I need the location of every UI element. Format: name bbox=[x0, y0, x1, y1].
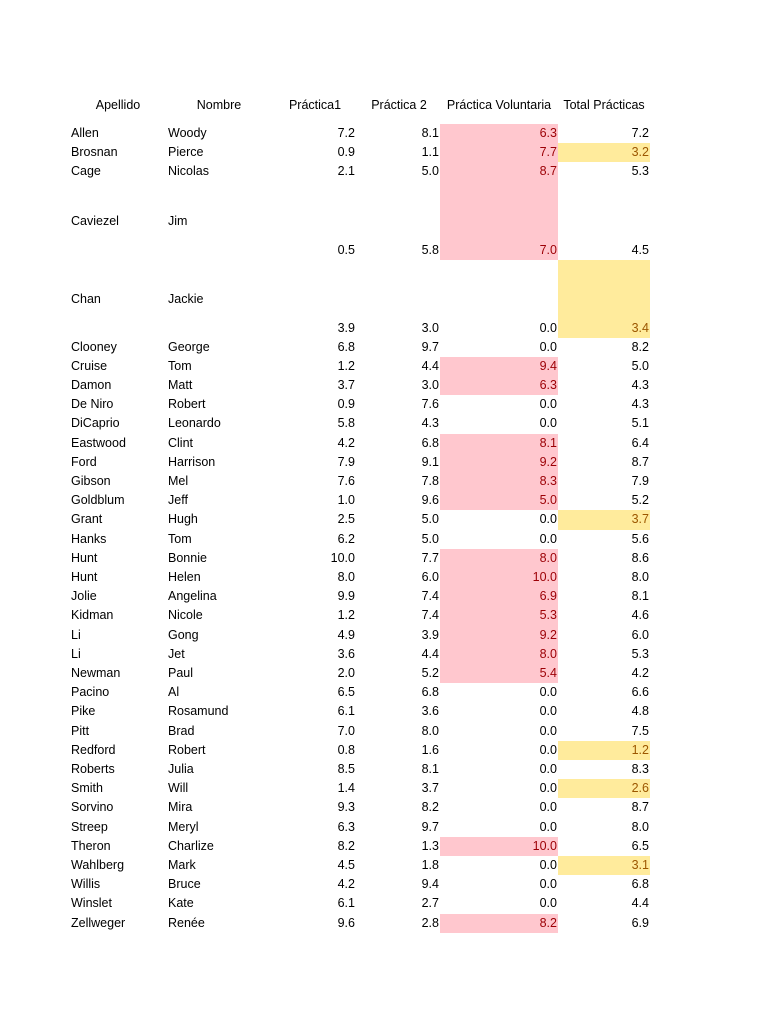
cell-total-practicas[interactable]: 3.2 bbox=[631, 145, 649, 160]
cell-total-practicas[interactable]: 1.2 bbox=[631, 742, 649, 757]
cell-nombre[interactable]: Bruce bbox=[168, 877, 201, 892]
cell-practica2[interactable]: 1.8 bbox=[421, 858, 439, 872]
cell-practica-voluntaria[interactable]: 5.0 bbox=[539, 493, 557, 508]
cell-practica-voluntaria[interactable]: 0.0 bbox=[539, 896, 557, 911]
cell-practica1[interactable]: 7.0 bbox=[337, 723, 355, 738]
cell-nombre[interactable]: Jim bbox=[168, 213, 188, 228]
cell-total-practicas[interactable]: 6.5 bbox=[631, 838, 649, 853]
cell-total-practicas[interactable]: 4.6 bbox=[631, 608, 649, 623]
cell-apellido[interactable]: Pacino bbox=[71, 685, 110, 700]
cell-total-practicas[interactable]: 8.7 bbox=[631, 800, 649, 815]
cell-practica2[interactable]: 9.6 bbox=[421, 493, 439, 508]
header-practica-voluntaria[interactable]: Práctica Voluntaria bbox=[446, 98, 552, 112]
cell-total-practicas[interactable]: 3.1 bbox=[631, 858, 649, 872]
cell-practica1[interactable]: 5.8 bbox=[337, 416, 355, 431]
cell-practica-voluntaria[interactable]: 0.0 bbox=[539, 320, 557, 335]
cell-practica2[interactable]: 5.0 bbox=[421, 164, 439, 179]
cell-nombre[interactable]: Robert bbox=[168, 742, 206, 757]
cell-practica1[interactable]: 9.9 bbox=[337, 589, 355, 604]
cell-nombre[interactable]: Helen bbox=[168, 570, 201, 584]
cell-nombre[interactable]: Charlize bbox=[168, 838, 214, 853]
cell-practica1[interactable]: 7.2 bbox=[337, 126, 355, 140]
cell-apellido[interactable]: Clooney bbox=[71, 339, 117, 354]
cell-practica1[interactable]: 2.5 bbox=[337, 512, 355, 527]
cell-nombre[interactable]: Clint bbox=[168, 435, 194, 450]
cell-practica1[interactable]: 6.5 bbox=[337, 685, 355, 700]
cell-nombre[interactable]: Tom bbox=[168, 531, 192, 546]
cell-nombre[interactable]: Hugh bbox=[168, 512, 198, 527]
cell-practica-voluntaria[interactable]: 0.0 bbox=[539, 762, 557, 776]
cell-practica-voluntaria[interactable]: 6.3 bbox=[539, 126, 557, 140]
cell-total-practicas[interactable]: 8.0 bbox=[631, 819, 649, 834]
cell-practica-voluntaria[interactable]: 0.0 bbox=[539, 512, 557, 527]
cell-practica-voluntaria[interactable]: 7.7 bbox=[539, 145, 557, 160]
cell-practica1[interactable]: 6.2 bbox=[337, 531, 355, 546]
cell-nombre[interactable]: George bbox=[168, 339, 210, 354]
cell-practica2[interactable]: 5.0 bbox=[421, 512, 439, 527]
cell-practica2[interactable]: 5.0 bbox=[421, 531, 439, 546]
cell-practica2[interactable]: 7.7 bbox=[421, 550, 439, 565]
cell-total-practicas[interactable]: 5.3 bbox=[631, 164, 649, 179]
cell-practica-voluntaria[interactable]: 6.3 bbox=[539, 378, 557, 392]
cell-practica1[interactable]: 3.9 bbox=[337, 320, 355, 335]
cell-nombre[interactable]: Mark bbox=[168, 858, 196, 872]
cell-practica1[interactable]: 6.1 bbox=[337, 896, 355, 911]
cell-total-practicas[interactable]: 2.6 bbox=[631, 781, 649, 796]
cell-practica2[interactable]: 1.6 bbox=[421, 742, 439, 757]
cell-nombre[interactable]: Al bbox=[168, 685, 180, 700]
cell-practica2[interactable]: 7.4 bbox=[421, 608, 439, 623]
cell-practica2[interactable]: 3.6 bbox=[421, 704, 439, 719]
cell-practica-voluntaria[interactable]: 8.1 bbox=[539, 435, 557, 450]
cell-apellido[interactable]: Ford bbox=[71, 454, 97, 469]
cell-practica1[interactable]: 4.2 bbox=[337, 877, 355, 892]
cell-nombre[interactable]: Woody bbox=[168, 126, 207, 140]
cell-practica-voluntaria[interactable]: 0.0 bbox=[539, 723, 557, 738]
cell-practica1[interactable]: 0.9 bbox=[337, 145, 355, 160]
cell-practica-voluntaria[interactable]: 7.0 bbox=[539, 242, 557, 257]
cell-apellido[interactable]: Allen bbox=[71, 126, 99, 140]
cell-total-practicas[interactable]: 6.0 bbox=[631, 627, 649, 642]
cell-nombre[interactable]: Paul bbox=[168, 666, 194, 680]
cell-apellido[interactable]: Jolie bbox=[71, 589, 97, 604]
cell-total-practicas[interactable]: 4.8 bbox=[631, 704, 649, 719]
cell-total-practicas[interactable]: 7.5 bbox=[631, 723, 649, 738]
cell-practica1[interactable]: 6.3 bbox=[337, 819, 355, 834]
cell-nombre[interactable]: Brad bbox=[168, 723, 195, 738]
cell-nombre[interactable]: Rosamund bbox=[168, 704, 229, 719]
cell-total-practicas[interactable]: 5.1 bbox=[631, 416, 649, 431]
cell-practica-voluntaria[interactable]: 0.0 bbox=[539, 742, 557, 757]
cell-practica2[interactable]: 3.0 bbox=[421, 320, 439, 335]
cell-practica2[interactable]: 9.7 bbox=[421, 339, 439, 354]
cell-practica1[interactable]: 1.2 bbox=[337, 358, 355, 373]
cell-apellido[interactable]: Grant bbox=[71, 512, 103, 527]
cell-total-practicas[interactable]: 8.3 bbox=[631, 762, 649, 776]
cell-practica1[interactable]: 1.4 bbox=[337, 781, 355, 796]
cell-apellido[interactable]: Li bbox=[71, 646, 81, 661]
cell-nombre[interactable]: Julia bbox=[168, 762, 194, 776]
cell-practica-voluntaria[interactable]: 0.0 bbox=[539, 685, 557, 700]
cell-apellido[interactable]: Hanks bbox=[71, 531, 107, 546]
cell-practica-voluntaria[interactable]: 0.0 bbox=[539, 781, 557, 796]
cell-practica2[interactable]: 8.1 bbox=[421, 762, 439, 776]
cell-total-practicas[interactable]: 6.6 bbox=[631, 685, 649, 700]
cell-apellido[interactable]: Cage bbox=[71, 164, 101, 179]
cell-practica1[interactable]: 6.1 bbox=[337, 704, 355, 719]
cell-apellido[interactable]: DiCaprio bbox=[71, 416, 120, 431]
cell-apellido[interactable]: Streep bbox=[71, 819, 108, 834]
cell-practica2[interactable]: 3.9 bbox=[421, 627, 439, 642]
cell-apellido[interactable]: Caviezel bbox=[71, 213, 119, 228]
cell-practica1[interactable]: 8.5 bbox=[337, 762, 355, 776]
cell-apellido[interactable]: Smith bbox=[71, 781, 103, 796]
cell-practica2[interactable]: 3.7 bbox=[421, 781, 439, 796]
cell-apellido[interactable]: Roberts bbox=[71, 762, 115, 776]
cell-practica2[interactable]: 1.1 bbox=[421, 145, 439, 160]
cell-practica1[interactable]: 6.8 bbox=[337, 339, 355, 354]
cell-practica1[interactable]: 2.0 bbox=[337, 666, 355, 680]
cell-nombre[interactable]: Will bbox=[168, 781, 189, 796]
cell-practica1[interactable]: 2.1 bbox=[337, 164, 355, 179]
cell-apellido[interactable]: Chan bbox=[71, 291, 101, 306]
cell-total-practicas[interactable]: 6.4 bbox=[631, 435, 649, 450]
cell-practica-voluntaria[interactable]: 0.0 bbox=[539, 800, 557, 815]
cell-apellido[interactable]: Wahlberg bbox=[71, 858, 125, 872]
cell-practica1[interactable]: 9.6 bbox=[337, 915, 355, 930]
cell-apellido[interactable]: Pitt bbox=[71, 723, 90, 738]
cell-nombre[interactable]: Kate bbox=[168, 896, 194, 911]
cell-total-practicas[interactable]: 3.4 bbox=[631, 320, 649, 335]
cell-practica2[interactable]: 9.7 bbox=[421, 819, 439, 834]
cell-apellido[interactable]: Theron bbox=[71, 838, 111, 853]
cell-practica1[interactable]: 4.9 bbox=[337, 627, 355, 642]
cell-apellido[interactable]: Hunt bbox=[71, 550, 98, 565]
cell-practica1[interactable]: 0.8 bbox=[337, 742, 355, 757]
cell-practica-voluntaria[interactable]: 8.3 bbox=[539, 474, 557, 488]
cell-practica-voluntaria[interactable]: 0.0 bbox=[539, 877, 557, 892]
cell-apellido[interactable]: Kidman bbox=[71, 608, 114, 623]
cell-practica-voluntaria[interactable]: 10.0 bbox=[532, 838, 557, 853]
cell-practica-voluntaria[interactable]: 5.3 bbox=[539, 608, 557, 623]
cell-total-practicas[interactable]: 8.1 bbox=[631, 589, 649, 604]
cell-practica2[interactable]: 5.8 bbox=[421, 242, 439, 257]
cell-apellido[interactable]: Brosnan bbox=[71, 145, 118, 160]
cell-nombre[interactable]: Robert bbox=[168, 397, 206, 412]
cell-total-practicas[interactable]: 6.9 bbox=[631, 915, 649, 930]
cell-apellido[interactable]: Damon bbox=[71, 378, 112, 392]
cell-total-practicas[interactable]: 4.2 bbox=[631, 666, 649, 680]
cell-practica1[interactable]: 8.0 bbox=[337, 570, 355, 584]
cell-total-practicas[interactable]: 5.6 bbox=[631, 531, 649, 546]
cell-total-practicas[interactable]: 4.5 bbox=[631, 242, 649, 257]
cell-total-practicas[interactable]: 8.0 bbox=[631, 570, 649, 584]
cell-practica1[interactable]: 0.5 bbox=[337, 242, 355, 257]
cell-apellido[interactable]: Zellweger bbox=[71, 915, 126, 930]
cell-apellido[interactable]: Goldblum bbox=[71, 493, 125, 508]
cell-total-practicas[interactable]: 5.0 bbox=[631, 358, 649, 373]
cell-practica1[interactable]: 7.6 bbox=[337, 474, 355, 488]
cell-nombre[interactable]: Angelina bbox=[168, 589, 217, 604]
cell-nombre[interactable]: Jeff bbox=[168, 493, 188, 508]
cell-practica1[interactable]: 0.9 bbox=[337, 397, 355, 412]
cell-total-practicas[interactable]: 6.8 bbox=[631, 877, 649, 892]
cell-practica1[interactable]: 4.2 bbox=[337, 435, 355, 450]
cell-practica2[interactable]: 9.1 bbox=[421, 454, 439, 469]
cell-practica-voluntaria[interactable]: 0.0 bbox=[539, 397, 557, 412]
cell-practica2[interactable]: 8.0 bbox=[421, 723, 439, 738]
cell-nombre[interactable]: Jet bbox=[168, 646, 185, 661]
cell-apellido[interactable]: De Niro bbox=[71, 397, 114, 412]
cell-practica2[interactable]: 6.8 bbox=[421, 685, 439, 700]
cell-practica1[interactable]: 8.2 bbox=[337, 838, 355, 853]
header-practica1[interactable]: Práctica1 bbox=[288, 98, 342, 112]
cell-apellido[interactable]: Cruise bbox=[71, 358, 108, 373]
cell-practica-voluntaria[interactable]: 8.0 bbox=[539, 646, 557, 661]
cell-practica2[interactable]: 3.0 bbox=[421, 378, 439, 392]
cell-practica-voluntaria[interactable]: 0.0 bbox=[539, 858, 557, 872]
cell-apellido[interactable]: Redford bbox=[71, 742, 116, 757]
cell-practica1[interactable]: 1.0 bbox=[337, 493, 355, 508]
cell-total-practicas[interactable]: 8.6 bbox=[631, 550, 649, 565]
cell-nombre[interactable]: Renée bbox=[168, 915, 205, 930]
cell-practica-voluntaria[interactable]: 0.0 bbox=[539, 819, 557, 834]
cell-practica1[interactable]: 3.6 bbox=[337, 646, 355, 661]
cell-practica2[interactable]: 7.6 bbox=[421, 397, 439, 412]
cell-practica1[interactable]: 4.5 bbox=[337, 858, 355, 872]
cell-practica-voluntaria[interactable]: 0.0 bbox=[539, 339, 557, 354]
cell-practica2[interactable]: 5.2 bbox=[421, 666, 439, 680]
cell-practica-voluntaria[interactable]: 9.4 bbox=[539, 358, 557, 373]
cell-nombre[interactable]: Meryl bbox=[168, 819, 199, 834]
cell-practica-voluntaria[interactable]: 9.2 bbox=[539, 454, 557, 469]
cell-practica-voluntaria[interactable]: 8.2 bbox=[539, 915, 557, 930]
cell-nombre[interactable]: Pierce bbox=[168, 145, 204, 160]
cell-total-practicas[interactable]: 7.2 bbox=[631, 126, 649, 140]
cell-practica2[interactable]: 1.3 bbox=[421, 838, 439, 853]
cell-practica-voluntaria[interactable]: 0.0 bbox=[539, 416, 557, 431]
cell-practica-voluntaria[interactable]: 9.2 bbox=[539, 627, 557, 642]
cell-practica-voluntaria[interactable]: 8.0 bbox=[539, 550, 557, 565]
cell-practica2[interactable]: 8.2 bbox=[421, 800, 439, 815]
cell-apellido[interactable]: Sorvino bbox=[71, 800, 114, 815]
cell-practica-voluntaria[interactable]: 10.0 bbox=[532, 570, 557, 584]
cell-total-practicas[interactable]: 4.3 bbox=[631, 397, 649, 412]
cell-nombre[interactable]: Leonardo bbox=[168, 416, 221, 431]
cell-total-practicas[interactable]: 4.4 bbox=[631, 896, 649, 911]
cell-total-practicas[interactable]: 3.7 bbox=[631, 512, 649, 527]
cell-practica-voluntaria[interactable]: 0.0 bbox=[539, 704, 557, 719]
cell-nombre[interactable]: Mel bbox=[168, 474, 189, 488]
cell-total-practicas[interactable]: 5.3 bbox=[631, 646, 649, 661]
cell-practica2[interactable]: 8.1 bbox=[421, 126, 439, 140]
cell-nombre[interactable]: Gong bbox=[168, 627, 199, 642]
cell-practica1[interactable]: 3.7 bbox=[337, 378, 355, 392]
cell-nombre[interactable]: Nicole bbox=[168, 608, 203, 623]
cell-practica1[interactable]: 1.2 bbox=[337, 608, 355, 623]
cell-practica1[interactable]: 7.9 bbox=[337, 454, 355, 469]
cell-practica2[interactable]: 2.7 bbox=[421, 896, 439, 911]
cell-nombre[interactable]: Matt bbox=[168, 378, 193, 392]
cell-apellido[interactable]: Gibson bbox=[71, 474, 111, 488]
cell-practica2[interactable]: 9.4 bbox=[421, 877, 439, 892]
cell-practica1[interactable]: 9.3 bbox=[337, 800, 355, 815]
cell-practica2[interactable]: 4.4 bbox=[421, 646, 439, 661]
cell-nombre[interactable]: Bonnie bbox=[168, 550, 207, 565]
cell-nombre[interactable]: Jackie bbox=[168, 291, 204, 306]
cell-nombre[interactable]: Harrison bbox=[168, 454, 216, 469]
cell-practica2[interactable]: 2.8 bbox=[421, 915, 439, 930]
header-practica2[interactable]: Práctica 2 bbox=[371, 98, 427, 112]
cell-total-practicas[interactable]: 4.3 bbox=[631, 378, 649, 392]
cell-nombre[interactable]: Tom bbox=[168, 358, 192, 373]
cell-apellido[interactable]: Newman bbox=[71, 666, 121, 680]
cell-practica-voluntaria[interactable]: 8.7 bbox=[539, 164, 557, 179]
cell-practica2[interactable]: 4.3 bbox=[421, 416, 439, 431]
cell-apellido[interactable]: Li bbox=[71, 627, 81, 642]
cell-apellido[interactable]: Pike bbox=[71, 704, 96, 719]
cell-practica2[interactable]: 6.0 bbox=[421, 570, 439, 584]
cell-nombre[interactable]: Mira bbox=[168, 800, 193, 815]
cell-practica2[interactable]: 7.8 bbox=[421, 474, 439, 488]
cell-total-practicas[interactable]: 5.2 bbox=[631, 493, 649, 508]
header-nombre[interactable]: Nombre bbox=[196, 98, 242, 112]
cell-apellido[interactable]: Hunt bbox=[71, 570, 98, 584]
cell-practica1[interactable]: 10.0 bbox=[330, 550, 355, 565]
cell-apellido[interactable]: Eastwood bbox=[71, 435, 126, 450]
cell-practica2[interactable]: 7.4 bbox=[421, 589, 439, 604]
cell-practica2[interactable]: 6.8 bbox=[421, 435, 439, 450]
cell-total-practicas[interactable]: 8.7 bbox=[631, 454, 649, 469]
cell-practica-voluntaria[interactable]: 0.0 bbox=[539, 531, 557, 546]
cell-practica-voluntaria[interactable]: 6.9 bbox=[539, 589, 557, 604]
cell-apellido[interactable]: Willis bbox=[71, 877, 101, 892]
header-apellido[interactable]: Apellido bbox=[95, 98, 141, 112]
cell-practica-voluntaria[interactable]: 5.4 bbox=[539, 666, 557, 680]
cell-nombre[interactable]: Nicolas bbox=[168, 164, 209, 179]
cell-total-practicas[interactable]: 8.2 bbox=[631, 339, 649, 354]
cell-practica2[interactable]: 4.4 bbox=[421, 358, 439, 373]
cell-total-practicas[interactable]: 7.9 bbox=[631, 474, 649, 488]
cell-apellido[interactable]: Winslet bbox=[71, 896, 112, 911]
header-total-practicas[interactable]: Total Prácticas bbox=[563, 98, 645, 112]
